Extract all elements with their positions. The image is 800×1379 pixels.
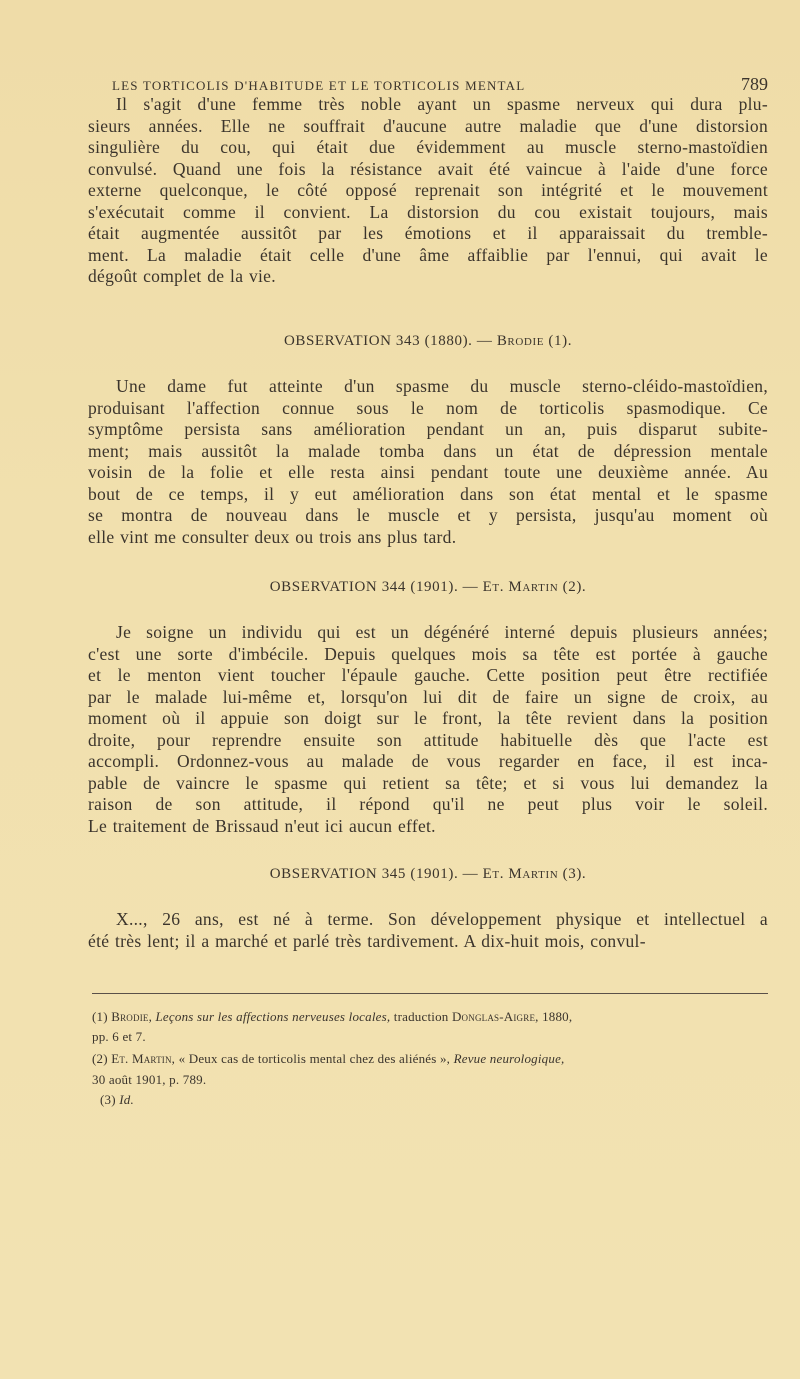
text-line: se montra de nouveau dans le muscle et y persista, jusqu'au moment où [88,505,768,525]
footnote-1 [92,1007,768,1027]
observation-author: Brodie [496,333,545,349]
footnote-title: Revue neurologique, [453,1051,565,1066]
observation-heading-343 [88,333,768,350]
text-line: X..., 26 ans, est né à terme. Son développement physique et intellectuel a [116,909,768,929]
observation-ref: (1). [548,333,573,349]
footnote-2-continuation [92,1070,768,1090]
footnote-divider [92,993,768,994]
observation-ref: (3). [562,866,587,882]
text-line: été très lent; il a marché et parlé très tardivement. A dix-huit mois, convul- [88,930,646,951]
footnote-number: (3) [100,1092,116,1107]
footnote-year: 1880, [542,1009,573,1024]
footnote-pages: pp. 6 et 7. [92,1029,146,1044]
observation-author: Et. Martin [482,866,559,882]
page-number: 789 [741,74,768,94]
footnote-author: Brodie, [111,1009,153,1024]
text-line: produisant l'affection connue sous le nom de torticolis spasmodique. Ce [88,397,768,418]
text-line: Une dame fut atteinte d'un spasme du muscle sterno-cléido-mastoïdien, [116,376,768,396]
text-line: était augmentée aussitôt par les émotions et il apparaissait du tremble- [88,223,768,243]
text-line: symptôme persista sans amélioration pendant un an, puis disparut subite- [88,419,768,439]
text-line: sieurs années. Elle ne souffrait d'aucune autre maladie que d'une distorsion [88,115,768,136]
text-line: par le malade lui-même et, lorsqu'on lui dit de faire un signe de croix, au [88,686,768,707]
footnote-text: « Deux cas de torticolis mental chez des aliénés », [178,1051,451,1066]
paragraph-2 [88,376,768,548]
footnote-title: Leçons sur les affections nerveuses locales, [155,1009,391,1024]
footnote-translator: Donglas-Aigre, [451,1009,539,1024]
text-line: Il s'agit d'une femme très noble ayant un spasme nerveux qui dura plu- [116,94,768,114]
text-line: droite, pour reprendre ensuite son attitude habituelle dès que l'acte est [88,729,768,750]
text-line: singulière du cou, qui était due évidemment au muscle sterno-mastoïdien [88,137,768,157]
paragraph-3 [88,622,768,837]
paragraph-4 [88,909,768,952]
text-line: moment où il appuie son doigt sur le front, la tête revient dans la position [88,708,768,728]
running-title: LES TORTICOLIS D'HABITUDE ET LE TORTICOLIS MENTAL [112,78,526,93]
text-line: et le menton vient toucher l'épaule gauche. Cette position peut être rectifiée [88,665,768,685]
observation-author: Et. Martin [482,579,559,595]
text-line: externe quelconque, le côté opposé reprenait son intégrité et le mouvement [88,180,768,200]
observation-heading-344 [88,579,768,596]
footnote-number: (2) [92,1051,108,1066]
footnote-author: Et. Martin, [111,1051,176,1066]
footnote-title: Id. [119,1092,134,1107]
running-header [112,74,768,95]
footnote-number: (1) [92,1009,108,1024]
footnote-2 [92,1049,768,1069]
text-line: raison de son attitude, il répond qu'il ne peut plus voir le soleil. [88,794,768,814]
text-line: voisin de la folie et elle resta ainsi pendant toute une deuxième année. Au [88,462,768,482]
text-line: Je soigne un individu qui est un dégénéré interné depuis plusieurs années; [116,622,768,642]
observation-label: OBSERVATION 345 (1901). — [269,866,479,882]
observation-ref: (2). [562,579,587,595]
text-line: c'est une sorte d'imbécile. Depuis quelques mois sa tête est portée à gauche [88,643,768,664]
footnote-1-continuation [92,1027,768,1047]
footnote-text: traduction [393,1009,449,1024]
observation-label: OBSERVATION 343 (1880). — [283,333,493,349]
text-line: s'exécutait comme il convient. La distorsion du cou existait toujours, mais [88,201,768,222]
text-line: convulsé. Quand une fois la résistance avait été vaincue à l'aide d'une force [88,158,768,179]
text-line: elle vint me consulter deux ou trois ans plus tard. [88,526,457,547]
text-line: accompli. Ordonnez-vous au malade de vous regarder en face, il est inca- [88,751,768,771]
text-line: bout de ce temps, il y eut amélioration dans son état mental et le spasme [88,483,768,504]
text-line: pable de vaincre le spasme qui retient sa tête; et si vous lui demandez la [88,772,768,793]
text-line: dégoût complet de la vie. [88,266,276,286]
observation-heading-345 [88,866,768,883]
text-line: Le traitement de Brissaud n'eut ici aucun effet. [88,815,436,836]
footnote-date: 30 août 1901, p. 789. [92,1072,207,1087]
footnote-3 [92,1090,776,1110]
observation-label: OBSERVATION 344 (1901). — [269,579,479,595]
paragraph-1 [88,94,768,288]
text-line: ment; mais aussitôt la malade tomba dans un état de dépression mentale [88,440,768,461]
text-line: ment. La maladie était celle d'une âme affaiblie par l'ennui, qui avait le [88,244,768,265]
